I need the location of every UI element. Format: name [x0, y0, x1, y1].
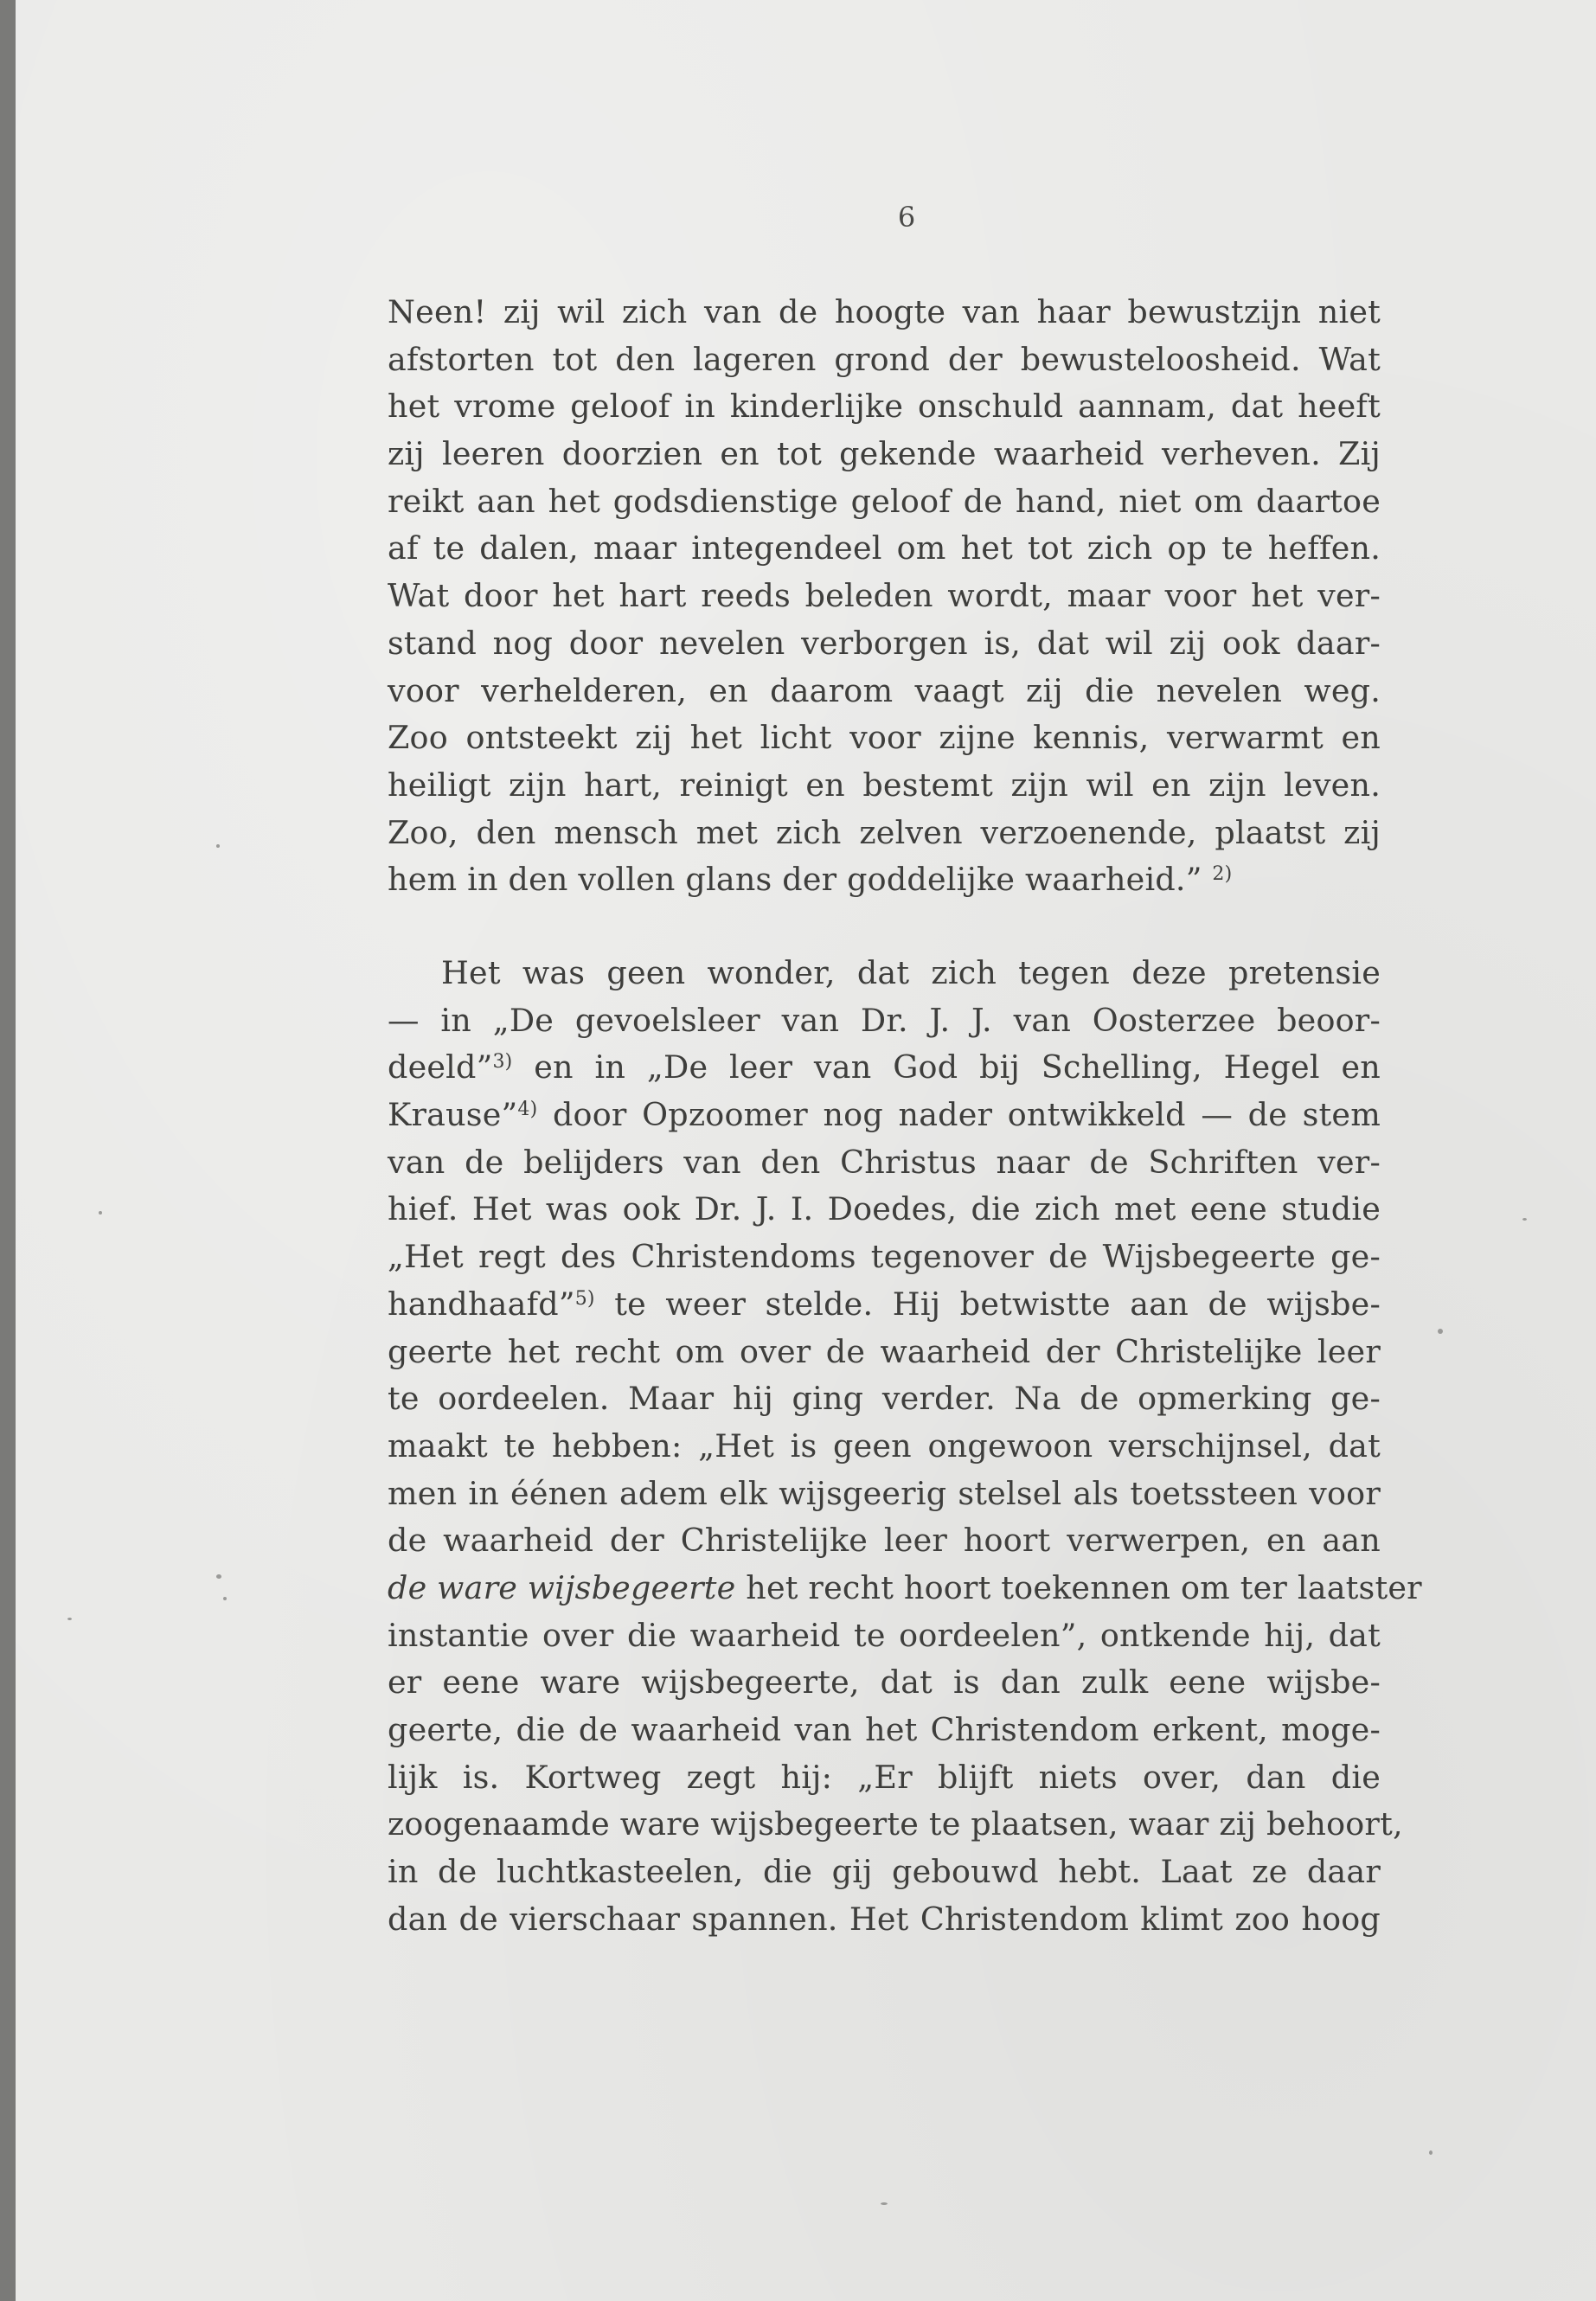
text-line: reikt aan het godsdienstige geloof de hand, niet om daartoe — [388, 482, 1381, 520]
paper-speck — [1438, 1329, 1443, 1334]
text-line: er eene ware wijsbegeerte, dat is dan zulk eene wijsbe- — [388, 1663, 1381, 1702]
text-line: „Het regt des Christendoms tegenover de Wijsbegeerte ge- — [388, 1238, 1381, 1276]
line-text: door Opzoomer nog nader ontwikkeld — de stem — [552, 1096, 1381, 1134]
paper-speck — [99, 1211, 102, 1215]
paper-speck — [881, 2202, 888, 2205]
text-line — [388, 856, 1381, 904]
text-line: dan de vierschaar spannen. Het Christendom klimt zoo hoog — [388, 1900, 1381, 1938]
paper-speck — [216, 1574, 221, 1579]
text-line: zoogenaamde ware wijsbegeerte te plaatsen, waar zij behoort, — [388, 1805, 1403, 1843]
line-text: handhaafd” — [388, 1285, 575, 1323]
text-line: Zoo, den mensch met zich zelven verzoenende, plaatst zij — [388, 813, 1381, 851]
text-line: af te dalen, maar integendeel om het tot zich op te heffen. — [388, 529, 1381, 567]
paper-speck — [67, 1618, 72, 1620]
line-text: hem in den vollen glans der goddelijke waarheid.” — [388, 861, 1202, 899]
footnote-marker: 2) — [1212, 863, 1233, 886]
text-line: maakt te hebben: „Het is geen ongewoon verschijnsel, dat — [388, 1426, 1381, 1465]
text-line: Wat door het hart reeds beleden wordt, maar voor het ver- — [388, 577, 1381, 615]
line-text: Krause” — [388, 1096, 518, 1134]
text-line: Het was geen wonder, dat zich tegen deze pretensie — [441, 954, 1381, 991]
text-line: zij leeren doorzien en tot gekende waarheid verheven. Zij — [388, 435, 1381, 473]
text-line — [388, 1044, 1381, 1092]
text-line: Neen! zij wil zich van de hoogte van haar bewustzijn niet — [388, 293, 1381, 330]
text-line — [388, 1092, 1381, 1139]
line-text: het recht hoort toekennen om ter laatster — [746, 1568, 1422, 1606]
paragraph-2 — [388, 950, 1422, 1943]
footnote-marker: 5) — [574, 1287, 595, 1310]
italic-phrase: de ware wijsbegeerte — [388, 1568, 736, 1606]
line-text: deeld” — [388, 1048, 493, 1086]
text-line: van de belijders van den Christus naar de Schriften ver- — [388, 1143, 1381, 1181]
text-line: geerte het recht om over de waarheid der Christelijke leer — [388, 1332, 1381, 1370]
text-line: lijk is. Kortweg zegt hij: „Er blijft niets over, dan die — [388, 1758, 1381, 1796]
text-line: voor verhelderen, en daarom vaagt zij die nevelen weg. — [388, 671, 1381, 709]
line-text: te weer stelde. Hij betwistte aan de wijsbe- — [614, 1285, 1381, 1323]
text-line: te oordeelen. Maar hij ging verder. Na de opmerking ge- — [388, 1380, 1381, 1418]
paper-speck — [216, 844, 220, 848]
text-line: stand nog door nevelen verborgen is, dat wil zij ook daar- — [388, 624, 1381, 662]
text-line: het vrome geloof in kinderlijke onschuld aannam, dat heeft — [388, 388, 1381, 426]
text-line: — in „De gevoelsleer van Dr. J. J. van Oosterzee beoor- — [388, 1001, 1381, 1039]
book-page — [16, 0, 1596, 2301]
text-line: men in éénen adem elk wijsgeerig stelsel als toetssteen voor — [388, 1474, 1381, 1512]
text-line: afstorten tot den lageren grond der bewusteloosheid. Wat — [388, 340, 1381, 378]
text-line: instantie over die waarheid te oordeelen”, ontkende hij, dat — [388, 1616, 1381, 1654]
text-line — [388, 1281, 1381, 1329]
footnote-marker: 4) — [517, 1099, 538, 1121]
text-line: Zoo ontsteekt zij het licht voor zijne kennis, verwarmt en — [388, 719, 1381, 757]
text-line: de waarheid der Christelijke leer hoort verwerpen, en aan — [388, 1522, 1381, 1560]
paper-speck — [223, 1597, 227, 1600]
paper-speck — [1429, 2150, 1433, 2155]
text-line: hief. Het was ook Dr. J. I. Doedes, die zich met eene studie — [388, 1190, 1381, 1228]
page-number: 6 — [897, 201, 916, 234]
paragraph-1 — [388, 289, 1381, 904]
text-line: geerte, die de waarheid van het Christendom erkent, moge- — [388, 1711, 1381, 1748]
text-line — [388, 1565, 1422, 1612]
line-text: en in „De leer van God bij Schelling, Hegel en — [534, 1048, 1381, 1086]
paper-speck — [1522, 1218, 1527, 1221]
text-line: in de luchtkasteelen, die gij gebouwd hebt. Laat ze daar — [388, 1853, 1381, 1891]
text-line: heiligt zijn hart, reinigt en bestemt zijn wil en zijn leven. — [388, 766, 1381, 804]
footnote-marker: 3) — [492, 1051, 513, 1074]
